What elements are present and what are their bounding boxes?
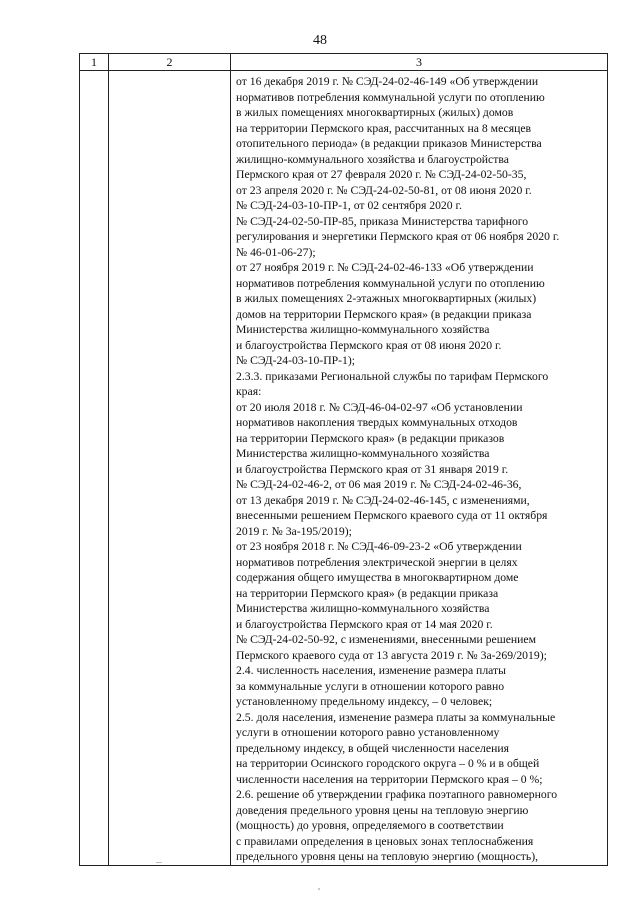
scan-artifact-line (156, 862, 162, 863)
text-line: от 23 ноября 2018 г. № СЭД-46-09-23-2 «Об утверждении (236, 540, 522, 553)
table-row (80, 71, 608, 866)
text-line: № СЭД-24-03-10-ПР-1); (236, 354, 356, 367)
text-line: доведения предельного уровня цены на тепловую энергию (236, 803, 529, 817)
text-line: Министерства жилищно-коммунального хозяйства (236, 323, 490, 336)
text-line: 2.5. доля населения, изменение размера платы за коммунальные (236, 710, 556, 724)
text-line: от 16 декабря 2019 г. № СЭД-24-02-46-149 «Об утверждении (236, 75, 539, 88)
text-line: на территории Пермского края» (в редакции приказов (236, 431, 505, 445)
text-line: предельного уровня цены на тепловую энергию (мощность), (236, 850, 539, 863)
column-header-1: 1 (80, 54, 109, 71)
text-line: № 46-01-06-27); (236, 245, 316, 259)
text-line: № СЭД-24-02-50-92, с изменениями, внесенными решением (236, 633, 536, 646)
scan-artifact-dot (318, 888, 320, 890)
table-header-row (80, 54, 608, 71)
text-line: № СЭД-24-03-10-ПР-1, от 02 сентября 2020 г. (236, 199, 462, 212)
column-3-text (231, 71, 607, 865)
text-line: № СЭД-24-02-50-ПР-85, приказа Министерства тарифного (236, 214, 529, 228)
text-line: 2019 г. № 3а-195/2019); (236, 524, 352, 538)
text-line: № СЭД-24-02-46-2, от 06 мая 2019 г. № СЭД-24-02-46-36, (236, 478, 522, 491)
text-line: отопительного периода» (в редакции приказов Министерства (236, 137, 542, 150)
text-line: внесенными решением Пермского краевого суда от 11 октября (236, 509, 548, 522)
text-line: нормативов накопления твердых коммунальных отходов (236, 416, 518, 429)
text-line: Пермского краевого суда от 13 августа 2019 г. № 3а-269/2019); (236, 648, 547, 662)
text-line: от 23 апреля 2020 г. № СЭД-24-02-50-81, от 08 июня 2020 г. (236, 183, 532, 197)
text-line: от 20 июля 2018 г. № СЭД-46-04-02-97 «Об установлении (236, 400, 523, 414)
text-line: 2.6. решение об утверждении графика поэтапного равномерного (236, 788, 558, 801)
column-2-cell (109, 71, 231, 866)
text-line: от 27 ноября 2019 г. № СЭД-24-02-46-133 «Об утверждении (236, 261, 534, 274)
text-line: за коммунальные услуги в отношении которого равно (236, 679, 505, 693)
text-line: жилищно-коммунального хозяйства и благоустройства (236, 152, 509, 166)
text-line: нормативов потребления коммунальной услуги по отоплению (236, 90, 545, 104)
text-line: на территории Пермского края, рассчитанных на 8 месяцев (236, 121, 532, 135)
text-line: Пермского края от 27 февраля 2020 г. № СЭД-24-02-50-35, (236, 168, 527, 181)
text-line: края: (236, 385, 262, 398)
text-line: Министерства жилищно-коммунального хозяйства (236, 602, 490, 615)
text-line: 2.3.3. приказами Региональной службы по тарифам Пермского (236, 369, 549, 383)
page-number: 48 (313, 33, 327, 48)
column-3-cell (231, 71, 608, 866)
text-line: и благоустройства Пермского края от 31 января 2019 г. (236, 462, 509, 476)
text-line: 2.4. численность населения, изменение размера платы (236, 664, 506, 677)
text-line: нормативов потребления электрической энергии в целях (236, 555, 518, 569)
column-1-cell (80, 71, 109, 866)
column-header-2: 2 (109, 54, 231, 71)
text-line: нормативов потребления коммунальной услуги по отоплению (236, 276, 545, 290)
text-line: от 13 декабря 2019 г. № СЭД-24-02-46-145, с изменениями, (236, 493, 530, 507)
text-line: содержания общего имущества в многоквартирном доме (236, 571, 519, 584)
text-line: и благоустройства Пермского края от 08 июня 2020 г. (236, 338, 502, 352)
text-line: на территории Пермского края» (в редакции приказа (236, 586, 499, 600)
text-line: предельному индексу, в общей численности населения (236, 741, 509, 755)
text-line: в жилых помещениях 2-этажных многоквартирных (жилых) (236, 292, 537, 305)
text-line: домов на территории Пермского края» (в редакции приказа (236, 307, 532, 321)
document-table (79, 53, 608, 866)
text-line: Министерства жилищно-коммунального хозяйства (236, 447, 490, 460)
text-line: с правилами определения в ценовых зонах теплоснабжения (236, 834, 534, 848)
column-header-3: 3 (231, 54, 608, 71)
text-line: и благоустройства Пермского края от 14 мая 2020 г. (236, 617, 493, 631)
text-line: регулирования и энергетики Пермского края от 06 ноября 2020 г. (236, 230, 560, 243)
text-line: (мощность) до уровня, определяемого в соответствии (236, 819, 504, 832)
text-line: в жилых помещениях многоквартирных (жилых) домов (236, 106, 514, 119)
text-line: услуги в отношении которого равно установленному (236, 726, 500, 739)
text-line: установленному предельному индексу, – 0 человек; (236, 695, 493, 708)
text-line: численности населения на территории Пермского края – 0 %; (236, 772, 543, 786)
text-line: на территории Осинского городского округа – 0 % и в общей (236, 757, 540, 770)
